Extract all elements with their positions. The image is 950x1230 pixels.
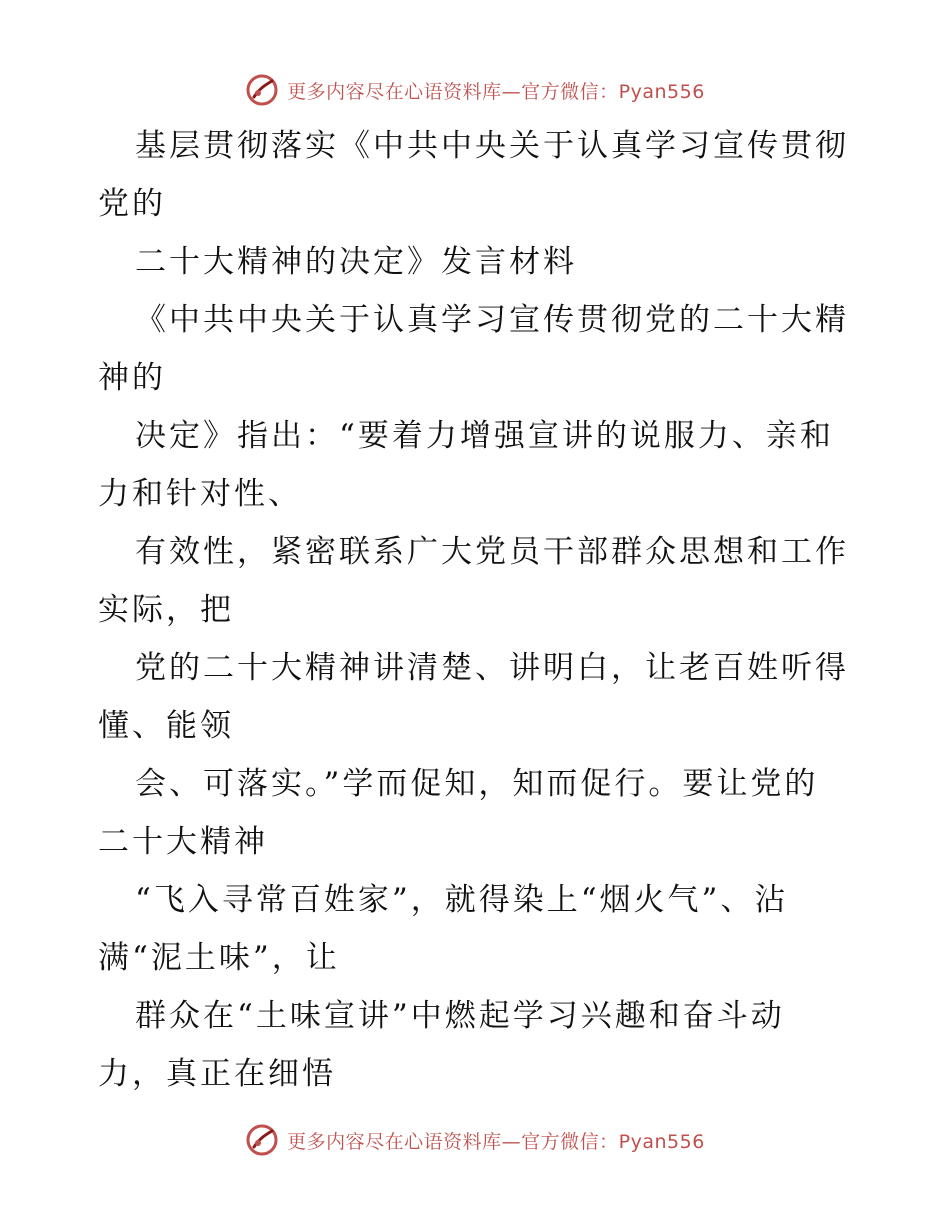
watermark-text: 更多内容尽在心语资料库—官方微信：Pyan556 bbox=[287, 80, 705, 103]
body-text-line: 《中共中央关于认真学习宣传贯彻党的二十大精 bbox=[135, 302, 849, 338]
body-text-line: 决定》指出：“要着力增强宣讲的说服力、亲和 bbox=[135, 418, 834, 454]
brush-seal-logo-icon bbox=[245, 73, 279, 107]
body-text-line: 党的 bbox=[98, 186, 166, 222]
body-text-line: 群众在“土味宣讲”中燃起学习兴趣和奋斗动 bbox=[135, 998, 785, 1034]
header-watermark bbox=[0, 70, 950, 110]
body-text-line: 党的二十大精神讲清楚、讲明白，让老百姓听得 bbox=[135, 650, 849, 686]
body-text-line: 懂、能领 bbox=[98, 708, 234, 744]
body-text-line: “飞入寻常百姓家”，就得染上“烟火气”、沾 bbox=[135, 882, 789, 918]
footer-watermark bbox=[0, 1120, 950, 1160]
body-text-line: 满“泥土味”，让 bbox=[98, 940, 340, 976]
body-text-line: 神的 bbox=[98, 360, 166, 396]
body-text-line: 力和针对性、 bbox=[98, 476, 302, 512]
body-text-line: 有效性，紧密联系广大党员干部群众思想和工作 bbox=[135, 534, 849, 570]
body-text-line: 实际，把 bbox=[98, 592, 234, 628]
document-body bbox=[98, 117, 868, 1103]
body-text-line: 力，真正在细悟 bbox=[98, 1056, 336, 1092]
body-text-line: 基层贯彻落实《中共中央关于认真学习宣传贯彻 bbox=[135, 128, 849, 164]
brush-seal-logo-icon bbox=[245, 1123, 279, 1157]
watermark-text: 更多内容尽在心语资料库—官方微信：Pyan556 bbox=[287, 1130, 705, 1153]
body-text-line: 二十大精神 bbox=[98, 824, 268, 860]
body-text-line: 会、可落实。”学而促知，知而促行。要让党的 bbox=[135, 766, 819, 802]
body-text-line: 二十大精神的决定》发言材料 bbox=[135, 244, 577, 280]
